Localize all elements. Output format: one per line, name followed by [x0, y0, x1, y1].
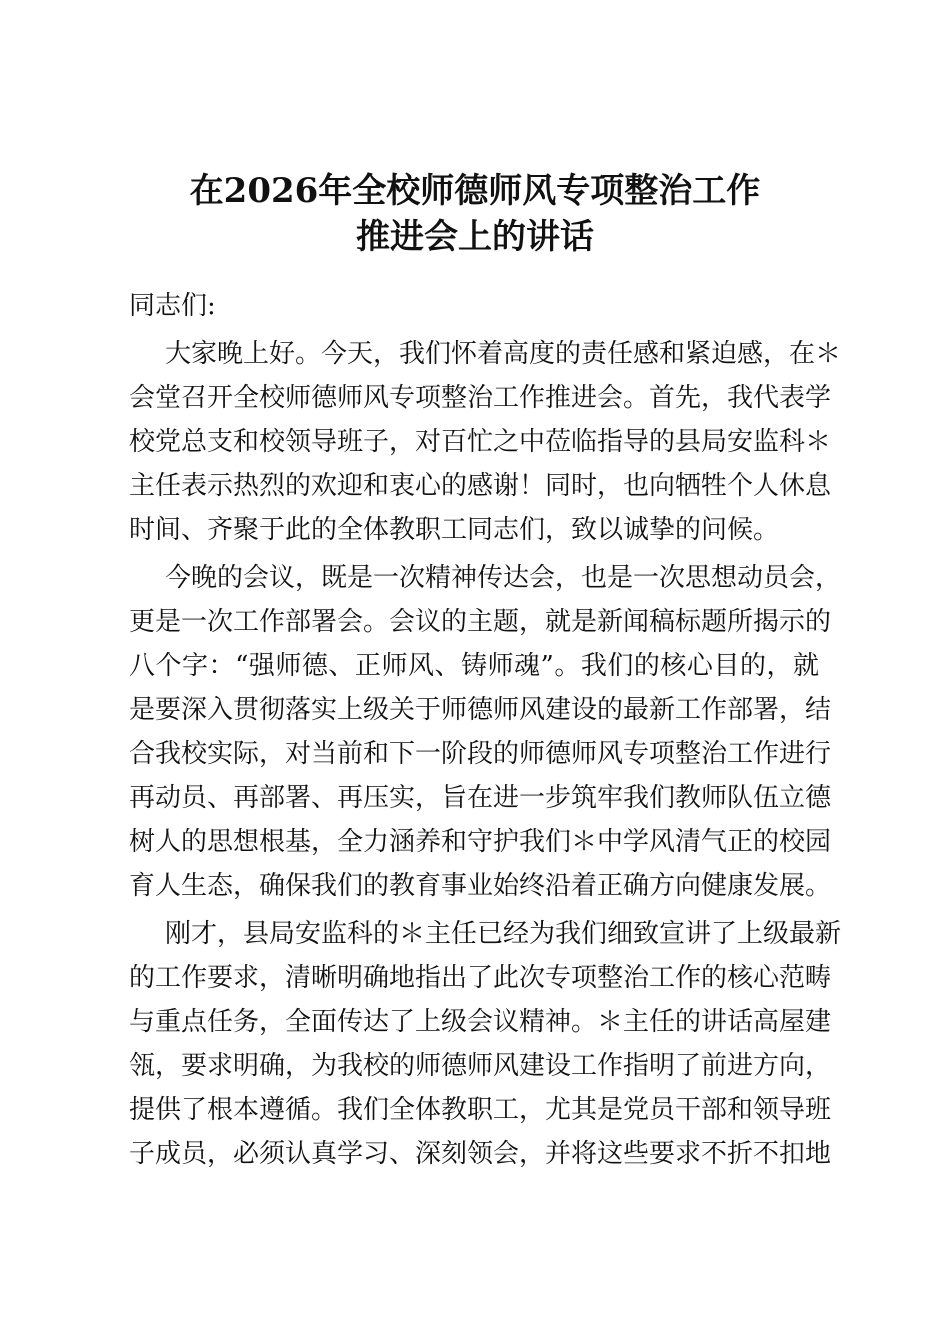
text-line: 时间、齐聚于此的全体教职工同志们，致以诚挚的问候。 [129, 515, 780, 545]
document-title [0, 168, 950, 260]
text-line: 与重点任务，全面传达了上级会议精神。＊主任的讲话高屋建 [129, 1007, 832, 1037]
document-body [129, 284, 842, 1180]
text-line: 主任表示热烈的欢迎和衷心的感谢！同时，也向牺牲个人休息 [129, 471, 832, 501]
paragraph [129, 556, 842, 908]
paragraphs [129, 332, 842, 1176]
salutation: 同志们: [129, 291, 216, 321]
text-line: 提供了根本遵循。我们全体教职工，尤其是党员干部和领导班 [129, 1095, 832, 1125]
paragraph [129, 332, 842, 552]
text-line: 子成员，必须认真学习、深刻领会，并将这些要求不折不扣地 [129, 1139, 832, 1169]
text-line: 更是一次工作部署会。会议的主题，就是新闻稿标题所揭示的 [129, 607, 832, 637]
text-line: 会堂召开全校师德师风专项整治工作推进会。首先，我代表学 [129, 383, 832, 413]
text-line: 大家晚上好。今天，我们怀着高度的责任感和紧迫感，在＊ [165, 339, 842, 369]
text-line: 合我校实际，对当前和下一阶段的师德师风专项整治工作进行 [129, 739, 832, 769]
text-line: 的工作要求，清晰明确地指出了此次专项整治工作的核心范畴 [129, 963, 832, 993]
text-line: 今晚的会议，既是一次精神传达会，也是一次思想动员会， [165, 563, 842, 593]
text-line: 树人的思想根基，全力涵养和守护我们＊中学风清气正的校园 [129, 827, 832, 857]
text-line: 再动员、再部署、再压实，旨在进一步筑牢我们教师队伍立德 [129, 783, 832, 813]
title-line-1: 在2026年全校师德师风专项整治工作 [189, 171, 761, 211]
text-line: 瓴，要求明确，为我校的师德师风建设工作指明了前进方向， [129, 1051, 832, 1081]
text-line: 育人生态，确保我们的教育事业始终沿着正确方向健康发展。 [129, 871, 832, 901]
text-line: 是要深入贯彻落实上级关于师德师风建设的最新工作部署，结 [129, 695, 832, 725]
text-line: 刚才，县局安监科的＊主任已经为我们细致宣讲了上级最新 [165, 919, 842, 949]
title-line-2: 推进会上的讲话 [356, 217, 594, 257]
text-line: 八个字：“强师德、正师风、铸师魂”。我们的核心目的，就 [129, 651, 819, 681]
paragraph [129, 912, 842, 1176]
text-line: 校党总支和校领导班子，对百忙之中莅临指导的县局安监科＊ [129, 427, 832, 457]
